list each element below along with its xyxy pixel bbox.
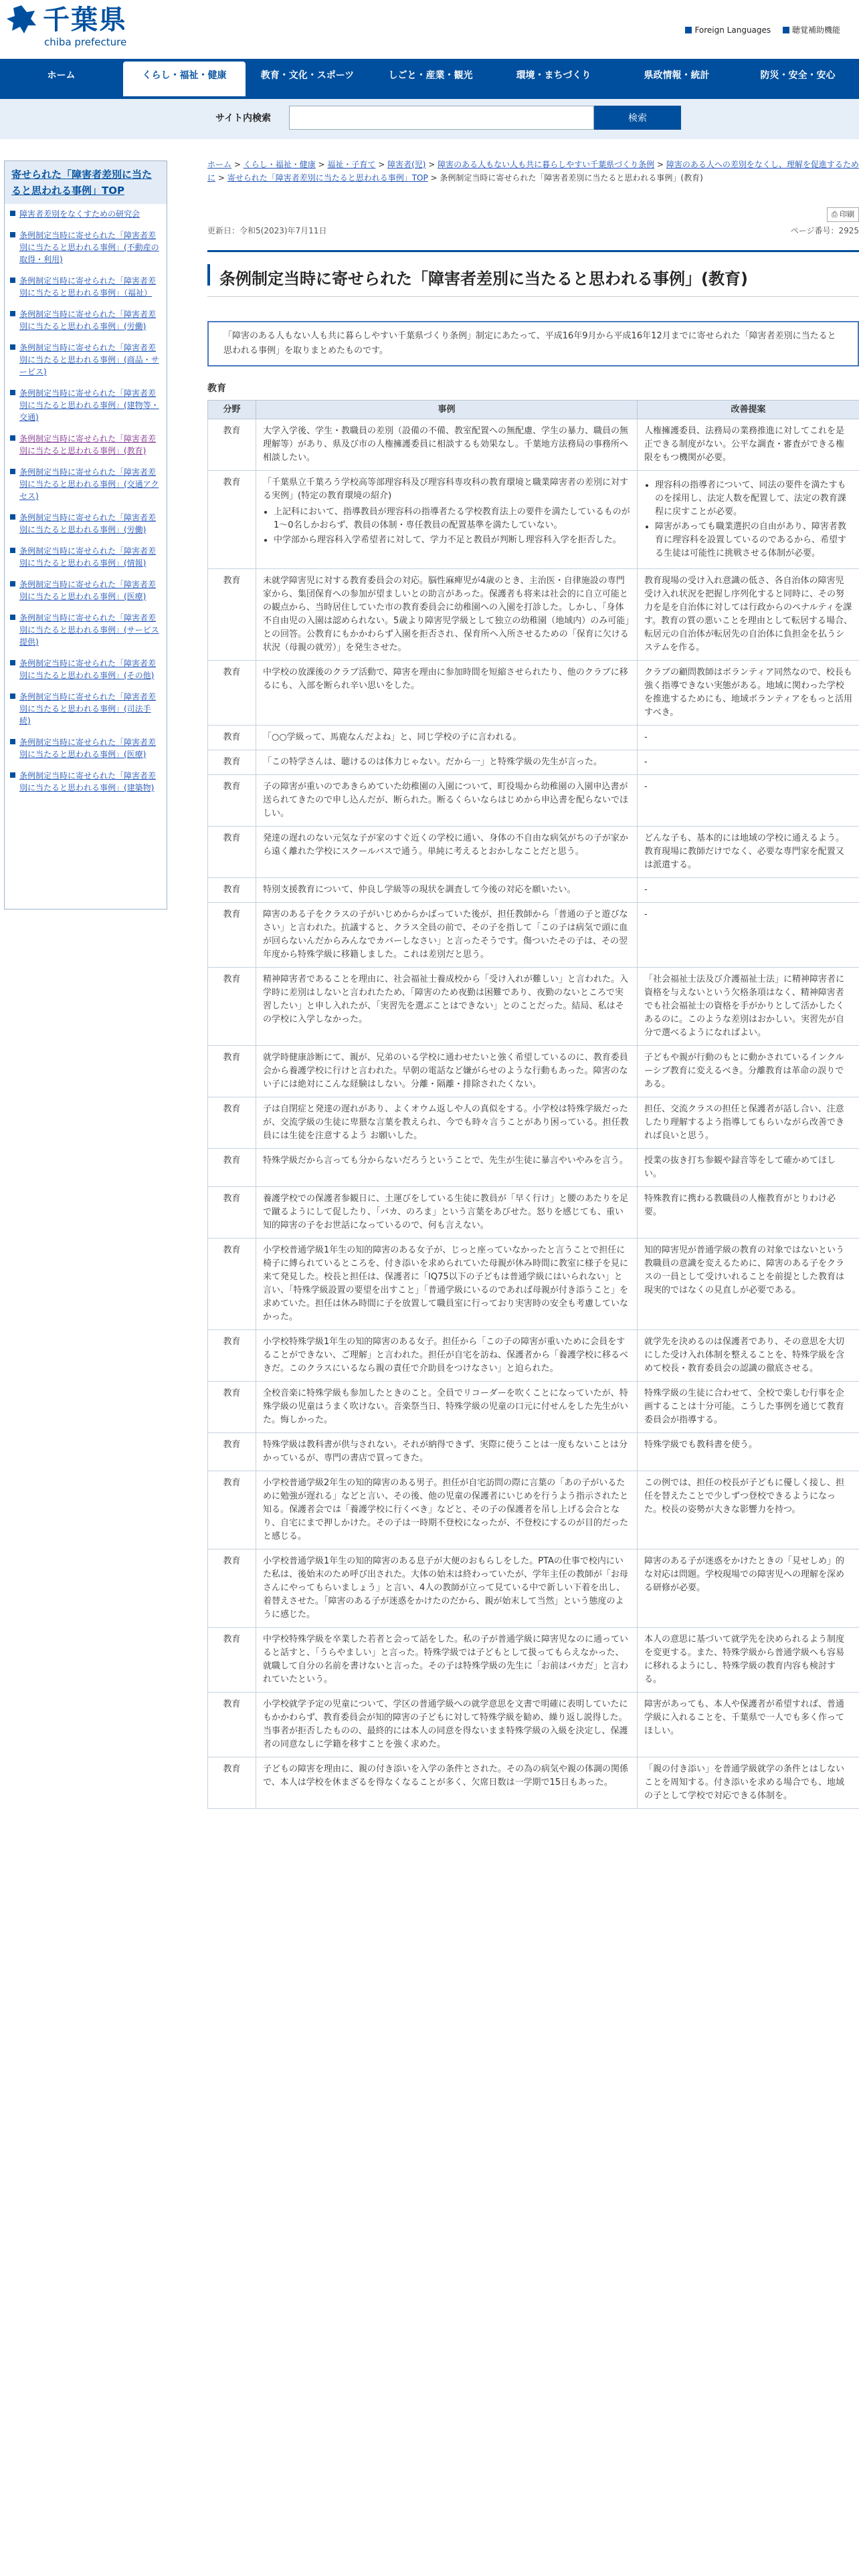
table-row [208,1549,859,1628]
page-number: ページ番号：2925 [790,226,859,235]
cases-table [207,400,859,1809]
sidebar-item[interactable]: 条例制定当時に寄せられた「障害者差別に当たると思われる事例」(その他) [10,657,161,681]
cell-proposal: - [638,878,859,903]
cell-proposal: - [638,750,859,775]
cell-case [256,1046,638,1097]
cell-field: 教育 [208,661,256,726]
sidebar-item[interactable]: 条例制定当時に寄せられた「障害者差別に当たると思われる事例」（福祉） [10,275,161,299]
search-bar [0,99,859,139]
sidebar-item[interactable]: 条例制定当時に寄せられた「障害者差別に当たると思われる事例」(医療) [10,578,161,603]
cell-field: 教育 [208,1471,256,1549]
cell-proposal: 教育現場の受け入れ意識の低さ、各自治体の障害児受け入れ状況を把握し序列化すると同時に、その努力を是を自治体に対しては行政からのペナルティを課す。教育の質の悪いことを理由として転居する場合、転居元の自治体が転居先の自治体に負担金を払うシステムを作る。 [638,569,859,661]
sidebar-item[interactable]: 条例制定当時に寄せられた「障害者差別に当たると思われる事例」(司法手続) [10,691,161,727]
table-row [208,1239,859,1330]
cell-proposal: - [638,726,859,750]
cell-field: 教育 [208,1097,256,1149]
cell-field: 教育 [208,775,256,827]
table-row [208,903,859,968]
cell-field: 教育 [208,726,256,750]
cell-case [256,750,638,775]
case-text: 「千葉県立千葉ろう学校高等部理容科及び理容科専攻科の教育環境と職業障害者の差別に対する実例」(特定の教育環境の紹介) [263,477,629,501]
table-row [208,878,859,903]
cell-proposal: 就学先を決めるのは保護者であり、その意思を大切にした受け入れ体制を整えることを、特殊学級を含めて校長・教育委員会の認識の徹底させる。 [638,1330,859,1382]
cell-field: 教育 [208,1382,256,1433]
sidebar-item-current[interactable]: 条例制定当時に寄せられた「障害者差別に当たると思われる事例」(教育) [10,433,161,457]
nav-education[interactable]: 教育・文化・スポーツ [260,70,355,81]
table-row [208,1330,859,1382]
cell-field: 教育 [208,1239,256,1330]
cell-proposal: 特殊学級でも教科書を使う。 [638,1433,859,1471]
cell-field: 教育 [208,903,256,968]
header-field: 分野 [208,401,256,419]
case-text: 「この特学さんは、聴けるのは体力じゃない。だから一」と特殊学級の先生が言った。 [263,757,603,767]
nav-environment[interactable]: 環境・まちづくり [516,70,591,81]
sidebar-item[interactable]: 条例制定当時に寄せられた「障害者差別に当たると思われる事例」(労働) [10,308,161,332]
cell-field: 教育 [208,827,256,878]
sidebar-item[interactable]: 条例制定当時に寄せられた「障害者差別に当たると思われる事例」(情報) [10,545,161,569]
square-icon [783,27,789,33]
cell-case [256,1433,638,1471]
cell-case [256,1149,638,1187]
cell-field: 教育 [208,1693,256,1757]
cell-case [256,775,638,827]
cell-proposal: 「親の付き添い」を普通学級就学の条件とはしないことを周知する。付き添いを求める場合でも、地域の子として学校で対応できる体制を。 [638,1757,859,1809]
case-text: 全校音楽に特殊学級も参加したときのこと。全員でリコーダーを吹くことになっていたが、特殊学級の児童はうまく吹けない。音楽祭当日、特殊学級の児童の口元に付せんをした先生がいた。悔しかった。 [263,1388,629,1425]
site-sub: chiba prefecture [44,36,127,48]
breadcrumb-link[interactable]: 障害のある人もない人も共に暮らしやすい千葉県づくり条例 [438,160,655,169]
sidebar-item[interactable]: 条例制定当時に寄せられた「障害者差別に当たると思われる事例」(建物等・交通) [10,387,161,423]
table-row [208,1433,859,1471]
cell-case [256,726,638,750]
case-bullet: • 中学部から理容科入学希望者に対して、学力不足と教員が判断し理容科入学を拒否した。 [274,534,630,547]
hearing-aid-link[interactable]: 聴覚補助機能 [783,25,840,35]
table-row [208,1097,859,1149]
nav-safety[interactable]: 防災・安全・安心 [760,70,836,81]
page-title: 条例制定当時に寄せられた「障害者差別に当たると思われる事例」(教育) [207,250,859,297]
case-text: 子は自閉症と発達の遅れがあり、よくオウム返しや人の真似をする。小学校は特殊学級だったが、交流学級の生徒に卑猥な言葉を教えられ、今でも時々言うことがあり困っている。担任教員には生徒を注意するよう お願いした。 [263,1104,629,1141]
case-text: 中学校の放課後のクラブ活動で、障害を理由に参加時間を短縮させられたり、他のクラブに移るにも、入部を断られ辛い思いをした。 [263,667,628,691]
sidebar-item[interactable]: 障害者差別をなくすための研究会 [10,208,161,220]
cell-field: 教育 [208,569,256,661]
cell-case [256,1097,638,1149]
header-case: 事例 [256,401,638,419]
table-row [208,750,859,775]
cell-field: 教育 [208,1757,256,1809]
cell-proposal [638,471,859,569]
case-text: 小学校普通学級2年生の知的障害のある男子。担任が自宅訪問の際に言葉の「あの子がいるために勉強が遅れる」などと言い、その後、他の児童の保護者にいじめを行うよう指示されたと知る。保護者会では「養護学校に行くべき」などと、その子の保護者を吊し上げる会合となり、自宅にまで押しかけた。その子は一時期不登校になったが、不登校にするのが目的だったと感じる。 [263,1478,629,1541]
table-row [208,419,859,471]
cell-case [256,569,638,661]
proposal-bullet: • 理容科の指導者について、同法の要件を満たすものを採用し、法定人数を配置して、法定の教育課程に戻すことが必要。 [655,479,852,519]
foreign-languages-link[interactable]: Foreign Languages [685,25,771,35]
cell-proposal: 子どもや親が行動のもとに動かされているインクルーシブ教育に変えるべき。分離教育は革命の誤りである。 [638,1046,859,1097]
global-nav [0,59,859,99]
cell-proposal: 「社会福祉士法及び介護福祉士法」に精神障害者に資格を与えないという欠格条項はなく、精神障害者でも社会福祉士の資格を手がかりとして活かしたくあるのに。このような差別はおかしい。実習先が自分で選べるようになればよい。 [638,968,859,1046]
table-header-row [208,401,859,419]
nav-home[interactable]: ホーム [47,70,76,81]
cell-proposal: - [638,775,859,827]
cell-case [256,1693,638,1757]
breadcrumb-link[interactable]: ホーム [207,160,232,169]
case-text: 未就学障害児に対する教育委員会の対応。脳性麻痺児が4歳のとき、主治医・自律施設の専門家から、集団保育への参加が望ましいとの助言があった。保護者も将来は社会的に自立可能との観点から、当時居住していた市の教育委員会に幼稚園への入園を打診した。しかし、「身体不自由児の入園は認められない。5歳より障害児学級として独立の幼稚園（地域内）のみ可能」との回答。公教育にもかかわらず入園を拒否され、保育所へ入所させるための「保育に欠ける状況（母親の就労）」を発生させた。 [263,576,630,653]
case-text: 特殊学級は教科書が供与されない。それが納得できず、実際に使うことは一度もないことは分かっているが、専門の書店で買ってきた。 [263,1440,628,1463]
proposal-bullet: • 障害があっても職業選択の自由があり、障害者教育に理容科を設置しているのであるから、希望する生徒は可能性に挑戦させる体制が必要。 [655,520,852,560]
cell-proposal: クラブの顧問教師はボランティア同然なので、校長も強く指導できない実態がある。地域に関わった学校を推進するためにも、地域ボランティアをもっと活用すべき。 [638,661,859,726]
cell-proposal: 特殊学級の生徒に合わせて、全校で楽しむ行事を企画することは十分可能。こうした事例を通じて教育委員会が指導する。 [638,1382,859,1433]
table-row [208,1471,859,1549]
breadcrumb: ホーム > くらし・福祉・健康 > 福祉・子育て > 障害者(児) > 障害のある人もない人も共に暮らしやすい千葉県づくり条例 > 障害のある人への差別をなくし、理解を促進するために > 寄せられた「障害者差別に当たると思われる事例」TOP > 条例制定当時に寄せられた「障害者差別に当たると思われる事例」(教育) [207,160,859,183]
cell-field: 教育 [208,1046,256,1097]
cell-field: 教育 [208,878,256,903]
table-row [208,1693,859,1757]
print-button[interactable]: ⎙ 印刷 [827,207,859,222]
cell-case [256,471,638,569]
table-row [208,827,859,878]
cell-case [256,1330,638,1382]
cell-case [256,1628,638,1693]
case-text: 小学校普通学級1年生の知的障害のある息子が大便のおもらしをした。PTAの仕事で校内にいた私は、後始末のため呼び出された。大体の始末は終わっていたが、学年主任の教師が「お母さんにやってもらいましょう」と言い、4人の教師が立って見ている中で新しい下着を出し、着替えさせた。「障害のある子が迷惑をかけたのだから、親が始末して当然」という態度のように感じた。 [263,1556,628,1620]
case-text: 発達の遅れのない元気な子が家のすぐ近くの学校に通い、身体の不自由な病気がちの子が家から遠く離れた学校にスクールバスで通う。単純に考えるとおかしなことだと思う。 [263,833,629,857]
search-input[interactable] [289,106,594,130]
cell-case [256,903,638,968]
table-row [208,726,859,750]
top-links [676,24,840,35]
case-text: 「○○学級って、馬鹿なんだよね」と、同じ学校の子に言われる。 [263,732,522,742]
cell-field: 教育 [208,471,256,569]
table-row [208,1382,859,1433]
main-content [207,158,859,1801]
breadcrumb-current: 条例制定当時に寄せられた「障害者差別に当たると思われる事例」(教育) [440,173,703,183]
cell-proposal: 本人の意思に基づいて就学先を決められるよう制度を変更する。また、特殊学級から普通学級へも容易に移れるようにし、特殊学級の教育内容も検討する。 [638,1628,859,1693]
table-row [208,968,859,1046]
case-text: 大学入学後、学生・教職員の差別（設備の不備、教室配置への無配慮、学生の暴力、職員の無理解等）があり、県及び市の人権擁護委員に相談するも効果なし。千葉地方法務局の事務所へ相談したい。 [263,426,629,463]
cell-proposal: 授業の抜き打ち参観や録音等をして確かめてほしい。 [638,1149,859,1187]
sidebar-item[interactable]: 条例制定当時に寄せられた「障害者差別に当たると思われる事例」(労働) [10,512,161,536]
table-row [208,569,859,661]
cell-proposal: 障害があっても、本人や保護者が希望すれば、普通学級に入れることを、千葉県で一人でも多く作ってほしい。 [638,1693,859,1757]
cell-case [256,419,638,471]
cell-case [256,661,638,726]
case-text: 小学校就学予定の児童について、学区の普通学級への就学意思を文書で明確に表明していたにもかかわらず、教育委員会が知的障害の子どもに対して特殊学級を勧め、繰り返し説得した。当事者が拒否したものの、最終的には本人の同意を得ないまま特殊学級の入級を決定し、保護者の同意なしに学籍を移すことを強く求めた。 [263,1699,628,1749]
proposal-bullets [644,479,852,560]
case-text: 特別支援教育について、仲良し学級等の現状を調査して今後の対応を願いたい。 [263,885,576,895]
cell-proposal: この例では、担任の校長が子どもに優しく接し、担任を替えたことで少しずつ登校できるようになった。校長の姿勢が大きな影響力を持つ。 [638,1471,859,1549]
site-name: 千葉県 [43,5,127,35]
cell-case [256,1382,638,1433]
case-text: 特殊学級だから言っても分からないだろうということで、先生が生徒に暴言やいやみを言う。 [263,1156,628,1166]
cell-case [256,827,638,878]
case-text: 中学校特殊学級を卒業した若者と会って話をした。私の子が普通学級に障害児なのに通っていると話すと、「うらやましい」と言った。特殊学級では子どもとして扱ってもらえなかった、就職して自分の名前を書けないと言った。その子は特殊学級の先生に「お前はバカだ」と言われていたという。 [263,1634,629,1685]
nav-work[interactable]: しごと・産業・観光 [388,70,473,81]
case-text: 小学校普通学級1年生の知的障害のある女子が、じっと座っていなかったと言うことで担任に椅子に縛られているところを、付き添いを求められていた母親が休み時間に教室に様子を見に来て発見した。校長と担任は、保護者に「IQ75以下の子どもは普通学級にはいられない」と言い、「特殊学級設置の要望を出すこと」「普通学級にいるのであれば母親が付き添うこと」を求めていた。担任は休み時間に子を放置して職員室に行っており実害時の安全も考慮していなかった。 [263,1245,629,1322]
cell-proposal: 障害のある子が迷惑をかけたときの「見せしめ」的な対応は問題。学校現場での障害児への理解を深める研修が必要。 [638,1549,859,1628]
table-row [208,1757,859,1809]
cell-case [256,878,638,903]
sidebar-item[interactable]: 条例制定当時に寄せられた「障害者差別に当たると思われる事例」(商品・サービス) [10,342,161,378]
sidebar-list [5,204,167,807]
breadcrumb-link[interactable]: くらし・福祉・健康 [243,160,316,169]
sidebar-item[interactable]: 条例制定当時に寄せられた「障害者差別に当たると思われる事例」(医療) [10,736,161,760]
table-row [208,471,859,569]
case-text: 精神障害者であることを理由に、社会福祉士養成校から「受け入れが難しい」と言われた。入学時に差別はしないと言われたため、「障害のため夜勤は困難であり、夜勤のないところで実習したい」と申し入れたが、「実習先を選ぶことはできない」とのことだった。結局、私はその学校に入学しなかった。 [263,974,629,1025]
sidebar-item[interactable]: 条例制定当時に寄せられた「障害者差別に当たると思われる事例」(交通アクセス) [10,466,161,502]
cell-field: 教育 [208,1330,256,1382]
nav-living[interactable]: くらし・福祉・健康 [123,62,246,96]
sidebar-item[interactable]: 条例制定当時に寄せられた「障害者差別に当たると思われる事例」(建築物) [10,770,161,794]
cell-proposal: 人権擁護委員、法務局の業務推進に対してこれを是正できる制度がない。公平な調査・審査ができる権限をもつ機関が必要。 [638,419,859,471]
cell-proposal: どんな子も、基本的には地域の学校に通えるよう。教育現場に教師だけでなく、必要な専門家を配置又は派遣する。 [638,827,859,878]
case-text: 就学時健康診断にて、親が、兄弟のいる学校に通わせたいと強く希望しているのに、教育委員会から養護学校に行けと言われた。早朝の電話など嫌がらせのような行動もあった。障害のない子には絶対にこんな経験はしない。分離・隔離・排除されたくない。 [263,1053,628,1089]
cell-proposal: - [638,903,859,968]
cell-case [256,1239,638,1330]
cell-case [256,1471,638,1549]
cell-field: 教育 [208,1549,256,1628]
case-text: 小学校特殊学級1年生の知的障害のある女子。担任から「この子の障害が重いために会員をすることができない、ご理解」と言われた。担任が自宅を訪ね、保護者から「養護学校に移るべきだ。このクラスにいるなら親の責任で介助員をつけなさい」と迫られた。 [263,1337,629,1374]
table-row [208,1187,859,1239]
case-text: 子どもの障害を理由に、親の付き添いを入学の条件とされた。その為の病気や親の体調の関係で、本人は学校を休まざるを得なくなることが多く、欠席日数は一学期で15日もあった。 [263,1764,629,1788]
search-label: サイト内検索 [215,113,272,124]
table-row [208,661,859,726]
cell-field: 教育 [208,419,256,471]
intro-box: 「障害のある人もない人も共に暮らしやすい千葉県づくり条例」制定にあたって、平成16年9月から平成16年12月までに寄せられた「障害者差別に当たると思われる事例」を取りまとめたものです。 [207,321,859,366]
cell-field: 教育 [208,1149,256,1187]
search-button[interactable]: 検索 [594,106,681,130]
site-header [0,0,859,53]
table-row [208,1046,859,1097]
breadcrumb-link[interactable]: 福祉・子育て [327,160,376,169]
cell-proposal: 担任、交流クラスの担任と保護者が話し合い、注意したり理解するよう指導してもらいながら改善できれば良いと思う。 [638,1097,859,1149]
updated-date: 更新日：令和5(2023)年7月11日 [207,226,327,235]
cell-field: 教育 [208,1628,256,1693]
cell-field: 教育 [208,1187,256,1239]
chiba-logo-icon [4,3,39,37]
cell-case [256,1757,638,1809]
sidebar [4,160,167,909]
breadcrumb-link[interactable]: 寄せられた「障害者差別に当たると思われる事例」TOP [227,173,428,183]
case-bullets [263,506,630,547]
site-logo[interactable] [3,3,136,51]
cell-field: 教育 [208,750,256,775]
printer-icon: ⎙ [831,210,838,219]
cell-proposal: 知的障害児が普通学級の教育の対象ではないという教職員の意識を変えるために、障害のある子をクラスの一員として受けいれることを前提とした教育は現実的ではなくの見直しが必要である。 [638,1239,859,1330]
square-icon [685,27,692,33]
case-text: 養護学校での保護者参観日に、土運びをしている生徒に教員が「早く行け」と腰のあたりを足で蹴るようにして促したり、「バカ、のろま」という言葉をあびせた。怒りを感じても、重い知的障害の子をお世話になっているので、何も言えない。 [263,1194,629,1230]
cell-case [256,1187,638,1239]
case-text: 障害のある子をクラスの子がいじめからかばっていた後が、担任教師から「普通の子と遊びなさい」と言われた。抗議すると、クラス全員の前で、その子を指して「この子は病気で頭に血が回らないんだからみんなでカバーしなさい」と言ったそうです。傷ついたその子は、その翌年度から特殊学級に移籍しました。これは差別だと思う。 [263,909,628,960]
cell-field: 教育 [208,968,256,1046]
table-row [208,775,859,827]
table-body [208,419,859,1809]
cell-case [256,968,638,1046]
sidebar-item[interactable]: 条例制定当時に寄せられた「障害者差別に当たると思われる事例」(不動産の取得・利用) [10,229,161,265]
cell-case [256,1549,638,1628]
breadcrumb-link[interactable]: 障害のある人への差別をなくし、理解を促進するために [207,160,859,183]
sidebar-title[interactable]: 寄せられた「障害者差別に当たると思われる事例」TOP [5,161,167,204]
cell-field: 教育 [208,1433,256,1471]
case-text: 子の障害が重いのであきらめていた幼稚園の入園について、町役場から幼稚園の入園申込書が送られてきたので申し込んだが、断られた。断るくらいならはじめから申込書を配らないでほしい。 [263,782,629,819]
sidebar-item[interactable]: 条例制定当時に寄せられた「障害者差別に当たると思われる事例」(サービス提供) [10,612,161,648]
table-row [208,1628,859,1693]
page-meta [207,225,859,236]
section-heading: 教育 [207,383,226,394]
header-proposal: 改善提案 [638,401,859,419]
cell-proposal: 特殊教育に携わる教職員の人権教育がとりわけ必要。 [638,1187,859,1239]
breadcrumb-link[interactable]: 障害者(児) [387,160,426,169]
table-row [208,1149,859,1187]
nav-government[interactable]: 県政情報・統計 [644,70,710,81]
case-bullet: • 上記科において、指導教員が理容科の指導者たる学校教育法上の要件を満たしているものが1〜0名しかおらず、教員の体制・専任教員の配置基準を満たしていない。 [274,506,630,532]
